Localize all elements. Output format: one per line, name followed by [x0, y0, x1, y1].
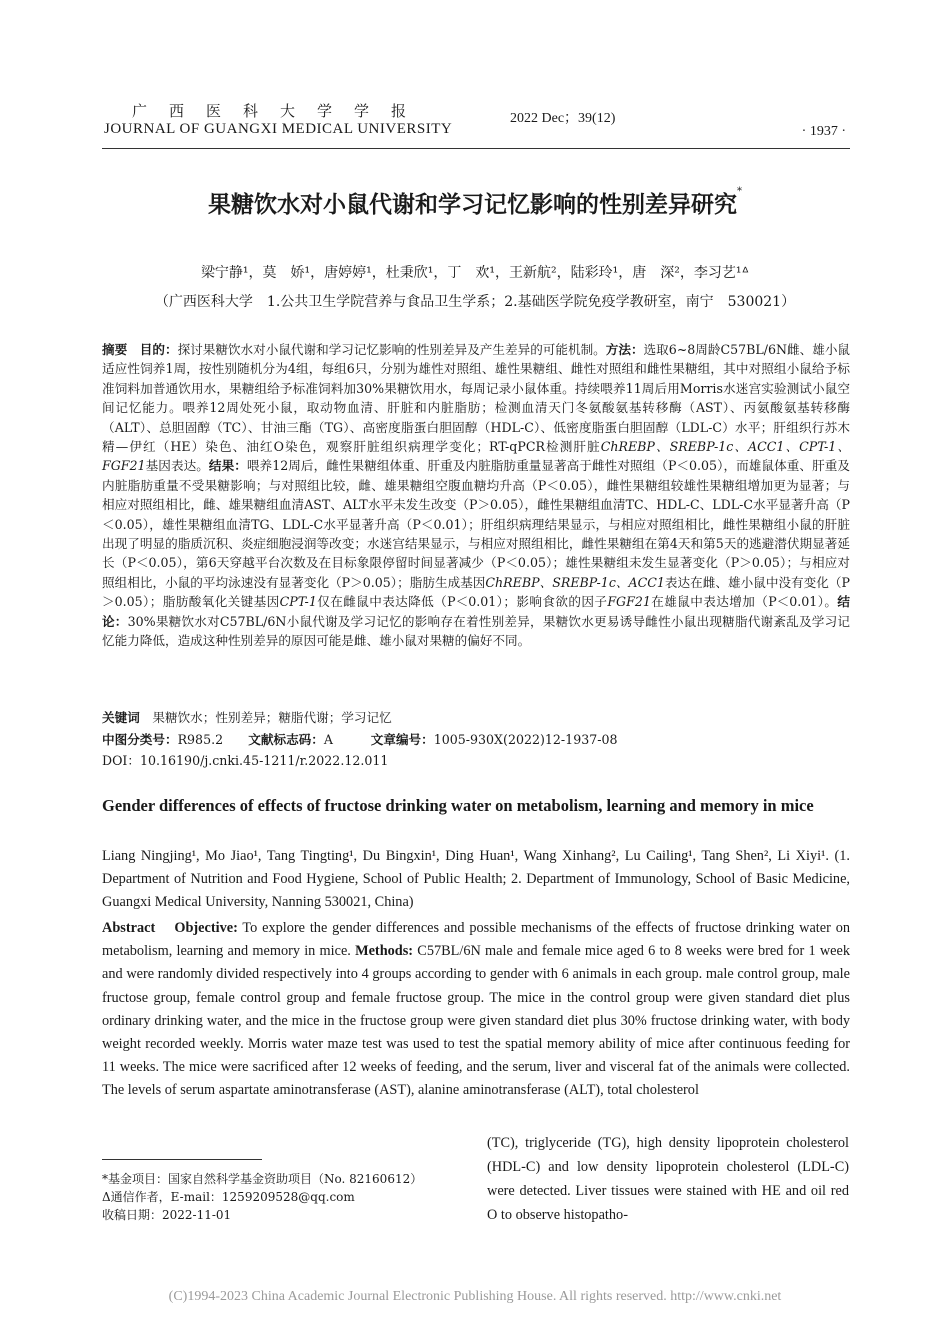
objective-en-label: Objective: [174, 920, 238, 936]
genes-text: ChREBP、SREBP-1c、ACC1、CPT-1、FGF21 [102, 439, 850, 474]
header-rule [102, 148, 850, 149]
authors-en: Liang Ningjing¹, Mo Jiao¹, Tang Tingting¹, Du Bingxin¹, Ding Huan¹, Wang Xinhang², Lu Cailing¹, Tang Shen², Li Xiyi¹. (1. Department of Nutrition and Food Hygiene, School of Public Health; 2. Department of Immunology, School of Basic Medicine, Guangxi Medical University, Nanning 530021, China) [102, 848, 850, 910]
footnote-rule [102, 1159, 262, 1160]
classification-line [102, 729, 850, 748]
doc-code-value: A [323, 732, 333, 747]
gene-fgf: FGF21 [607, 594, 651, 610]
conclusion-text: 30%果糖饮水对C57BL/6N小鼠代谢及学习记忆的影响存在着性别差异，果糖饮水更易诱导雌性小鼠出现糖脂代谢紊乱及学习记忆能力降低，造成这种性别差异的原因可能是雌、雄小鼠对果糖的偏好不同。 [102, 613, 851, 649]
conclusion-label: 结论： [102, 594, 851, 629]
results-text-4: 在雄鼠中表达增加（P＜0.01）。 [650, 594, 838, 610]
abstract-label: 摘要 [102, 342, 128, 357]
received-footnote: 收稿日期：2022-11-01 [102, 1208, 232, 1222]
genes-text-2: ChREBP、SREBP-1c、ACC1 [485, 574, 665, 590]
journal-name-cn: 广西医科大学学报 [132, 102, 429, 120]
methods-label: 方法： [605, 342, 644, 357]
article-title-en: Gender differences of effects of fructose drinking water on metabolism, learning and memory in mice [102, 796, 814, 815]
article-no-value: 1005-930X(2022)12-1937-08 [433, 732, 618, 747]
doc-code-label: 文献标志码： [248, 732, 324, 747]
methods-en-text: C57BL/6N male and female mice aged 6 to 8 weeks were bred for 1 week and were randomly divided respectively into 4 groups according to gender with 6 animals in each group. male control group, male fructose group, female control group and female fructose group. The mice in the control group were given standard diet plus ordinary drinking water, and the mice in the fructose group were given standard diet plus 30% fructose drinking water, with body weight recorded weekly. Morris water maze test was used to test the spatial memory ability of mice after continuous feeding for 11 weeks. The mice were sacrificed after 12 weeks of feeding, and the serum, liver and visceral fat of the animals were collected. The levels of serum aspartate aminotransferase (AST), alanine aminotransferase (ALT), total cholesterol [102, 943, 850, 1099]
article-title-cn [0, 186, 950, 219]
methods-tail: 基因表达。 [145, 458, 209, 474]
methods-text: 选取6~8周龄C57BL/6N雌、雄小鼠适应性饲养1周，按性别随机分为4组，每组6只，分别为雄性对照组、雄性果糖组、雌性对照组和雌性果糖组，其中对照组小鼠给予标准饲料加普通饮用水，果糖组给予标准饲料加30%果糖饮用水，每周记录小鼠体重。持续喂养11周后用Morris水迷宫实验测试小鼠空间记忆能力。喂养12周处死小鼠，取动物血清、肝脏和内脏脂肪；检测血清天门冬氨酸氨基转移酶（AST）、丙氨酸氨基转移酶（ALT）、总胆固醇（TC）、甘油三酯（TG）、高密度脂蛋白胆固醇（HDL-C）、低密度脂蛋白胆固醇（LDL-C）水平；肝组织行苏木精—伊红（HE）染色、油红O染色，观察肝脏组织病理学变化；RT-qPCR检测肝脏 [102, 342, 851, 455]
clc-label: 中图分类号： [102, 732, 178, 747]
page-number: · 1937 · [801, 124, 846, 139]
affiliation-cn: （广西医科大学 1.公共卫生学院营养与食品卫生学系；2.基础医学院免疫学教研室，南宁 530021） [154, 294, 796, 310]
title-footnote-mark: * [737, 186, 742, 197]
doi: DOI：10.16190/j.cnki.45-1211/r.2022.12.011 [102, 753, 389, 768]
copyright-watermark: (C)1994-2023 China Academic Journal Electronic Publishing House. All rights reserved. http://www.cnki.net [168, 1289, 782, 1304]
journal-name-en: JOURNAL OF GUANGXI MEDICAL UNIVERSITY [104, 121, 453, 137]
keywords-line [102, 707, 850, 726]
abstract-en [102, 917, 850, 1103]
objective-text: 探讨果糖饮水对小鼠代谢和学习记忆影响的性别差异及产生差异的可能机制。 [177, 342, 606, 357]
keywords-value: 果糖饮水；性别差异；糖脂代谢；学习记忆 [152, 710, 392, 725]
keywords-label: 关键词 [102, 710, 140, 725]
abstract-cn [102, 340, 850, 651]
objective-en-text: To explore the gender differences and possible mechanisms of the effects of fructose drinking water on metabolism, learning and memory in mice. [102, 920, 850, 960]
methods-en-label: Methods: [355, 943, 414, 960]
results-text: 喂养12周后，雌性果糖组体重、肝重及内脏脂肪重量显著高于雌性对照组（P＜0.05），而雄鼠体重、肝重及内脏脂肪重量不受果糖影响；与对照组比较，雌、雄果糖组空腹血糖均升高（P＜0.05），雌性果糖组较雄性果糖组增加更为显著；与相应对照组相比，雌、雄果糖组血清AST、ALT水平未发生改变（P＞0.05），雌性果糖组血清TC、HDL-C、LDL-C水平显著升高（P＜0.05），雄性果糖组血清TG、LDL-C水平显著升高（P＜0.01）；肝组织病理结果显示，与相应对照组相比，雌性果糖组小鼠的肝脏出现了明显的脂质沉积、炎症细胞浸润等改变；水迷宫结果显示，与相应对照组相比，雌性果糖组在第4天和第5天的逃避潜伏期显著延长（P＜0.05），第6天穿越平台次数及在目标象限停留时间显著减少（P＜0.05）；雄性果糖组未发生显著变化（P＞0.05）；与相应对照组相比，小鼠的平均泳速没有显著变化（P＞0.05）；脂肪生成基因 [102, 458, 850, 590]
issue-date: 2022 Dec；39(12) [510, 111, 616, 126]
abstract-en-continued: (TC), triglyceride (TG), high density lipoprotein cholesterol (HDL-C) and low density lipoprotein cholesterol (LDL-C) were detected. Liver tissues were stained with HE and oil red O to observe histopatho- [487, 1135, 849, 1223]
results-text-2: 表达在雌、雄小鼠中没有变化（P＞0.05）；脂肪酸氧化关键基因 [102, 574, 850, 610]
footnotes [102, 1170, 472, 1224]
objective-label: 目的： [139, 342, 178, 357]
abstract-en-label: Abstract [102, 920, 156, 936]
clc-value: R985.2 [177, 732, 224, 747]
article-no-label: 文章编号： [370, 732, 434, 747]
fund-footnote: *基金项目：国家自然科学基金资助项目（No. 82160612） [102, 1172, 423, 1186]
corresponding-footnote: Δ通信作者，E-mail：1259209528@qq.com [102, 1190, 355, 1204]
title-text: 果糖饮水对小鼠代谢和学习记忆影响的性别差异研究 [208, 191, 737, 218]
results-label: 结果： [208, 458, 247, 474]
results-text-3: 仅在雌鼠中表达降低（P＜0.01）；影响食欲的因子 [316, 594, 608, 610]
gene-cpt: CPT-1 [279, 594, 317, 610]
authors-cn: 梁宁静¹，莫 娇¹，唐婷婷¹，杜秉欣¹，丁 欢¹，王新航²，陆彩玲¹，唐 深²，李习艺¹ᐞ [200, 265, 750, 281]
